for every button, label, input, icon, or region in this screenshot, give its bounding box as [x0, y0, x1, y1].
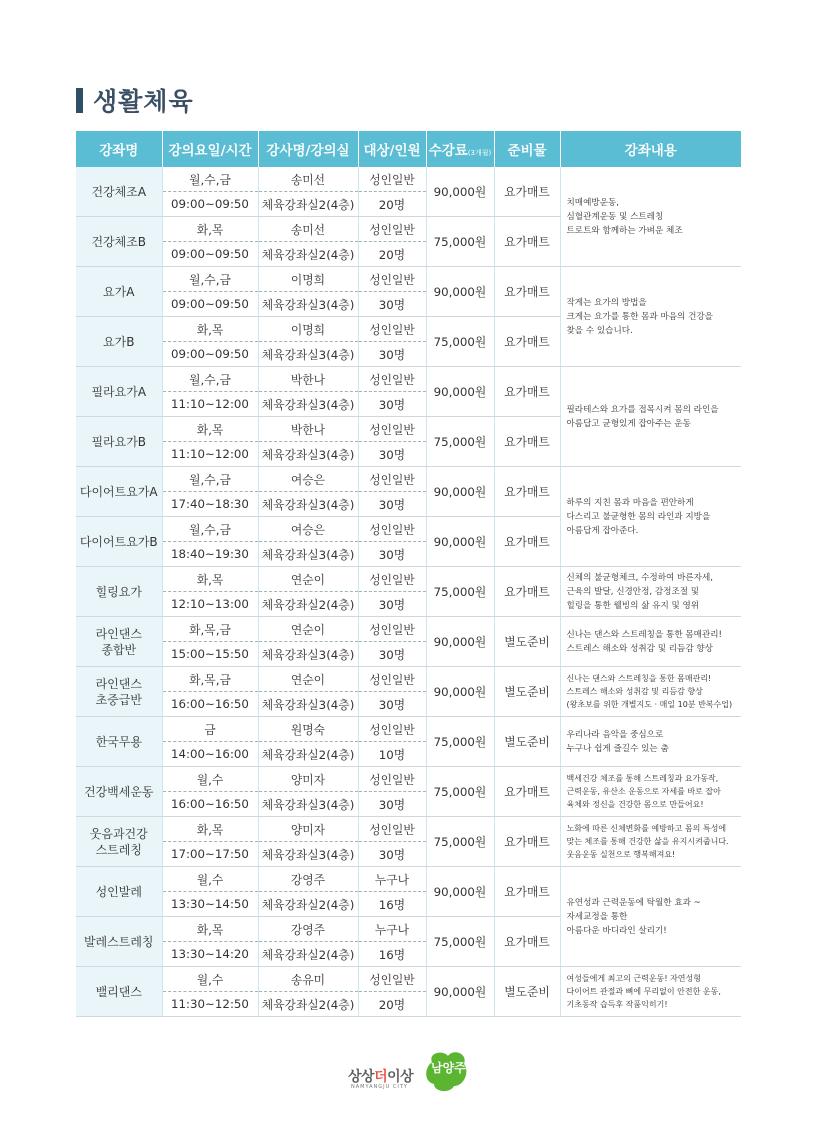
course-days: 화,목,금 [162, 617, 258, 642]
course-days: 화,목 [162, 417, 258, 442]
course-target: 성인일반 [358, 317, 426, 342]
course-name: 건강체조A [76, 167, 162, 217]
course-target: 성인일반 [358, 567, 426, 592]
course-name: 다이어트요가A [76, 467, 162, 517]
course-prep: 요가매트 [494, 517, 560, 567]
course-name: 필라요가A [76, 367, 162, 417]
course-room: 체육강좌실2(4층) [258, 892, 358, 917]
course-description: 유연성과 근력운동에 탁월한 효과 ~ 자세교정을 통한 아름다운 바디라인 살리기! [560, 867, 741, 967]
course-name: 웃음과건강 스트레칭 [76, 817, 162, 867]
course-room: 체육강좌실3(4층) [258, 542, 358, 567]
course-description: 신체의 불균형체크, 수정하여 바른자세, 근육의 발달, 신경안정, 감정조절 및 힐링을 통한 웰빙의 삶 유지 및 영위 [560, 567, 741, 617]
course-count: 30명 [358, 392, 426, 417]
course-days: 화,목 [162, 917, 258, 942]
course-fee: 75,000원 [426, 317, 494, 367]
header-target: 대상/인원 [358, 131, 426, 167]
course-fee: 90,000원 [426, 167, 494, 217]
course-count: 30명 [358, 592, 426, 617]
course-prep: 요가매트 [494, 767, 560, 817]
course-teacher: 연순이 [258, 667, 358, 692]
course-room: 체육강좌실2(4층) [258, 992, 358, 1017]
course-row-top [76, 667, 741, 692]
course-fee: 90,000원 [426, 517, 494, 567]
course-count: 10명 [358, 742, 426, 767]
course-target: 성인일반 [358, 167, 426, 192]
course-fee: 75,000원 [426, 817, 494, 867]
course-target: 성인일반 [358, 417, 426, 442]
course-time: 16:00~16:50 [162, 792, 258, 817]
course-teacher: 여승은 [258, 517, 358, 542]
course-name: 발레스트레칭 [76, 917, 162, 967]
course-target: 성인일반 [358, 267, 426, 292]
course-fee: 75,000원 [426, 217, 494, 267]
course-fee: 90,000원 [426, 367, 494, 417]
course-teacher: 여승은 [258, 467, 358, 492]
course-days: 화,목 [162, 217, 258, 242]
course-days: 월,수,금 [162, 467, 258, 492]
logo-slogan: 상상더이상 [348, 1069, 414, 1085]
course-teacher: 양미자 [258, 817, 358, 842]
course-prep: 요가매트 [494, 367, 560, 417]
course-time: 13:30~14:50 [162, 892, 258, 917]
course-row-top [76, 617, 741, 642]
course-description: 신나는 댄스와 스트레칭을 통한 몸매관리! 스트레스 해소와 성취감 및 리듬감 향상 [560, 617, 741, 667]
course-teacher: 양미자 [258, 767, 358, 792]
course-description: 하루의 지친 몸과 마음을 편안하게 다스리고 불균형한 몸의 라인과 지방을 아름답게 잡아준다. [560, 467, 741, 567]
course-teacher: 박한나 [258, 367, 358, 392]
course-fee: 90,000원 [426, 467, 494, 517]
course-description: 우리나라 음악을 중심으로 누구나 쉽게 즐길수 있는 춤 [560, 717, 741, 767]
course-name: 한국무용 [76, 717, 162, 767]
header-prep: 준비물 [494, 131, 560, 167]
course-fee: 90,000원 [426, 967, 494, 1017]
course-target: 성인일반 [358, 717, 426, 742]
course-prep: 별도준비 [494, 967, 560, 1017]
course-target: 성인일반 [358, 217, 426, 242]
header-content: 강좌내용 [560, 131, 741, 167]
course-fee: 75,000원 [426, 567, 494, 617]
header-fee: 수강료(3개월) [426, 131, 494, 167]
course-target: 성인일반 [358, 367, 426, 392]
course-days: 월,수,금 [162, 167, 258, 192]
course-prep: 별도준비 [494, 617, 560, 667]
course-fee: 75,000원 [426, 717, 494, 767]
course-room: 체육강좌실2(4층) [258, 192, 358, 217]
course-count: 30명 [358, 842, 426, 867]
course-count: 30명 [358, 342, 426, 367]
course-room: 체육강좌실3(4층) [258, 792, 358, 817]
course-room: 체육강좌실3(4층) [258, 392, 358, 417]
course-prep: 요가매트 [494, 817, 560, 867]
course-days: 월,수,금 [162, 517, 258, 542]
course-days: 월,수 [162, 867, 258, 892]
course-days: 화,목 [162, 567, 258, 592]
course-fee: 90,000원 [426, 867, 494, 917]
course-prep: 요가매트 [494, 567, 560, 617]
course-time: 11:10~12:00 [162, 392, 258, 417]
course-time: 13:30~14:20 [162, 942, 258, 967]
course-table [76, 131, 741, 1017]
course-target: 성인일반 [358, 517, 426, 542]
course-teacher: 강영주 [258, 917, 358, 942]
title-bar-decoration [76, 88, 83, 113]
course-days: 화,목,금 [162, 667, 258, 692]
course-row-top [76, 867, 741, 892]
course-fee: 75,000원 [426, 917, 494, 967]
course-prep: 요가매트 [494, 267, 560, 317]
course-row-top [76, 567, 741, 592]
course-room: 체육강좌실2(4층) [258, 942, 358, 967]
course-days: 금 [162, 717, 258, 742]
course-fee: 90,000원 [426, 617, 494, 667]
course-name: 건강체조B [76, 217, 162, 267]
course-room: 체육강좌실3(4층) [258, 492, 358, 517]
course-target: 누구나 [358, 867, 426, 892]
course-name: 힐링요가 [76, 567, 162, 617]
page-title: 생활체육 [93, 87, 194, 116]
course-count: 30명 [358, 292, 426, 317]
course-time: 17:00~17:50 [162, 842, 258, 867]
course-time: 09:00~09:50 [162, 342, 258, 367]
course-target: 성인일반 [358, 667, 426, 692]
course-days: 월,수,금 [162, 367, 258, 392]
course-description: 필라테스와 요가를 접목시켜 몸의 라인을 아름답고 균형있게 잡아주는 운동 [560, 367, 741, 467]
course-teacher: 연순이 [258, 617, 358, 642]
course-description: 백세건강 체조를 통해 스트레칭과 요가동작, 근력운동, 유산소 운동으로 자세를 바로 잡아 육체와 정신을 건강한 몸으로 만들어요! [560, 767, 741, 817]
course-target: 성인일반 [358, 617, 426, 642]
course-prep: 별도준비 [494, 667, 560, 717]
table-header-row [76, 131, 741, 167]
course-teacher: 연순이 [258, 567, 358, 592]
logo-badge-text: 남양주 [431, 1061, 466, 1075]
course-prep: 요가매트 [494, 467, 560, 517]
course-count: 30명 [358, 492, 426, 517]
header-name: 강좌명 [76, 131, 162, 167]
course-name: 건강백세운동 [76, 767, 162, 817]
course-name: 요가B [76, 317, 162, 367]
course-row-top [76, 967, 741, 992]
course-days: 화,목 [162, 817, 258, 842]
course-name: 라인댄스 종합반 [76, 617, 162, 667]
course-target: 성인일반 [358, 967, 426, 992]
course-room: 체육강좌실3(4층) [258, 292, 358, 317]
course-room: 체육강좌실2(4층) [258, 242, 358, 267]
course-prep: 요가매트 [494, 917, 560, 967]
course-name: 요가A [76, 267, 162, 317]
course-fee: 90,000원 [426, 667, 494, 717]
course-prep: 요가매트 [494, 317, 560, 367]
course-target: 성인일반 [358, 767, 426, 792]
course-description: 여성들에게 최고의 근력운동! 자연성형 다이어트 관절과 뼈에 무리없이 안전한 운동, 기초동작 습득후 작품익히기! [560, 967, 741, 1017]
course-description: 신나는 댄스와 스트레칭을 통한 몸매관리! 스트레스 해소와 성취감 및 리듬감 향상 (왕초보를 위한 개별지도 · 매일 10분 반복수업) [560, 667, 741, 717]
course-name: 밸리댄스 [76, 967, 162, 1017]
course-teacher: 송미선 [258, 217, 358, 242]
course-description: 작게는 요가의 방법을 크게는 요가를 통한 몸과 마음의 건강을 찾을 수 있습니다. [560, 267, 741, 367]
course-teacher: 박한나 [258, 417, 358, 442]
course-name: 필라요가B [76, 417, 162, 467]
course-count: 16명 [358, 942, 426, 967]
course-count: 20명 [358, 242, 426, 267]
course-prep: 요가매트 [494, 217, 560, 267]
course-count: 30명 [358, 642, 426, 667]
course-target: 성인일반 [358, 467, 426, 492]
course-fee: 90,000원 [426, 267, 494, 317]
course-room: 체육강좌실3(4층) [258, 842, 358, 867]
course-prep: 요가매트 [494, 417, 560, 467]
course-description: 치매예방운동, 심혈관계운동 및 스트레칭 트로트와 함께하는 가벼운 체조 [560, 167, 741, 267]
header-time: 강의요일/시간 [162, 131, 258, 167]
header-teacher: 강사명/강의실 [258, 131, 358, 167]
course-description: 노화에 따른 신체변화를 예방하고 몸의 특성에 맞는 체조를 통해 건강한 삶을 유지시켜줍니다. 웃음운동 실천으로 행복해져요! [560, 817, 741, 867]
course-count: 20명 [358, 192, 426, 217]
course-row-top [76, 817, 741, 842]
course-time: 17:40~18:30 [162, 492, 258, 517]
course-days: 월,수,금 [162, 267, 258, 292]
course-count: 30명 [358, 542, 426, 567]
course-room: 체육강좌실3(4층) [258, 342, 358, 367]
course-days: 월,수 [162, 767, 258, 792]
course-time: 11:30~12:50 [162, 992, 258, 1017]
course-prep: 요가매트 [494, 167, 560, 217]
course-name: 성인발레 [76, 867, 162, 917]
course-days: 화,목 [162, 317, 258, 342]
course-time: 18:40~19:30 [162, 542, 258, 567]
course-teacher: 원명숙 [258, 717, 358, 742]
course-fee: 75,000원 [426, 417, 494, 467]
table-body [76, 167, 741, 1017]
course-row-top [76, 167, 741, 192]
course-target: 누구나 [358, 917, 426, 942]
course-prep: 요가매트 [494, 867, 560, 917]
course-time: 15:00~15:50 [162, 642, 258, 667]
course-time: 12:10~13:00 [162, 592, 258, 617]
course-count: 30명 [358, 792, 426, 817]
course-teacher: 송미선 [258, 167, 358, 192]
course-teacher: 송유미 [258, 967, 358, 992]
course-room: 체육강좌실2(4층) [258, 592, 358, 617]
course-room: 체육강좌실3(4층) [258, 442, 358, 467]
course-row-top [76, 267, 741, 292]
course-target: 성인일반 [358, 817, 426, 842]
course-row-top [76, 767, 741, 792]
course-teacher: 이명희 [258, 267, 358, 292]
course-room: 체육강좌실2(4층) [258, 742, 358, 767]
course-row-top [76, 717, 741, 742]
course-prep: 별도준비 [494, 717, 560, 767]
course-count: 30명 [358, 442, 426, 467]
course-teacher: 강영주 [258, 867, 358, 892]
course-time: 09:00~09:50 [162, 192, 258, 217]
course-name: 다이어트요가B [76, 517, 162, 567]
logo-city-name: NAMYANGJU CITY [351, 1084, 408, 1090]
course-time: 09:00~09:50 [162, 242, 258, 267]
course-count: 30명 [358, 692, 426, 717]
section-title-wrap [76, 84, 194, 116]
course-teacher: 이명희 [258, 317, 358, 342]
course-row-top [76, 467, 741, 492]
course-fee: 75,000원 [426, 767, 494, 817]
course-days: 월,수 [162, 967, 258, 992]
course-room: 체육강좌실3(4층) [258, 692, 358, 717]
course-room: 체육강좌실3(4층) [258, 642, 358, 667]
city-logo [338, 1048, 478, 1098]
course-time: 09:00~09:50 [162, 292, 258, 317]
course-count: 16명 [358, 892, 426, 917]
course-count: 20명 [358, 992, 426, 1017]
course-time: 14:00~16:00 [162, 742, 258, 767]
course-name: 라인댄스 초중급반 [76, 667, 162, 717]
course-time: 11:10~12:00 [162, 442, 258, 467]
course-row-top [76, 367, 741, 392]
course-time: 16:00~16:50 [162, 692, 258, 717]
